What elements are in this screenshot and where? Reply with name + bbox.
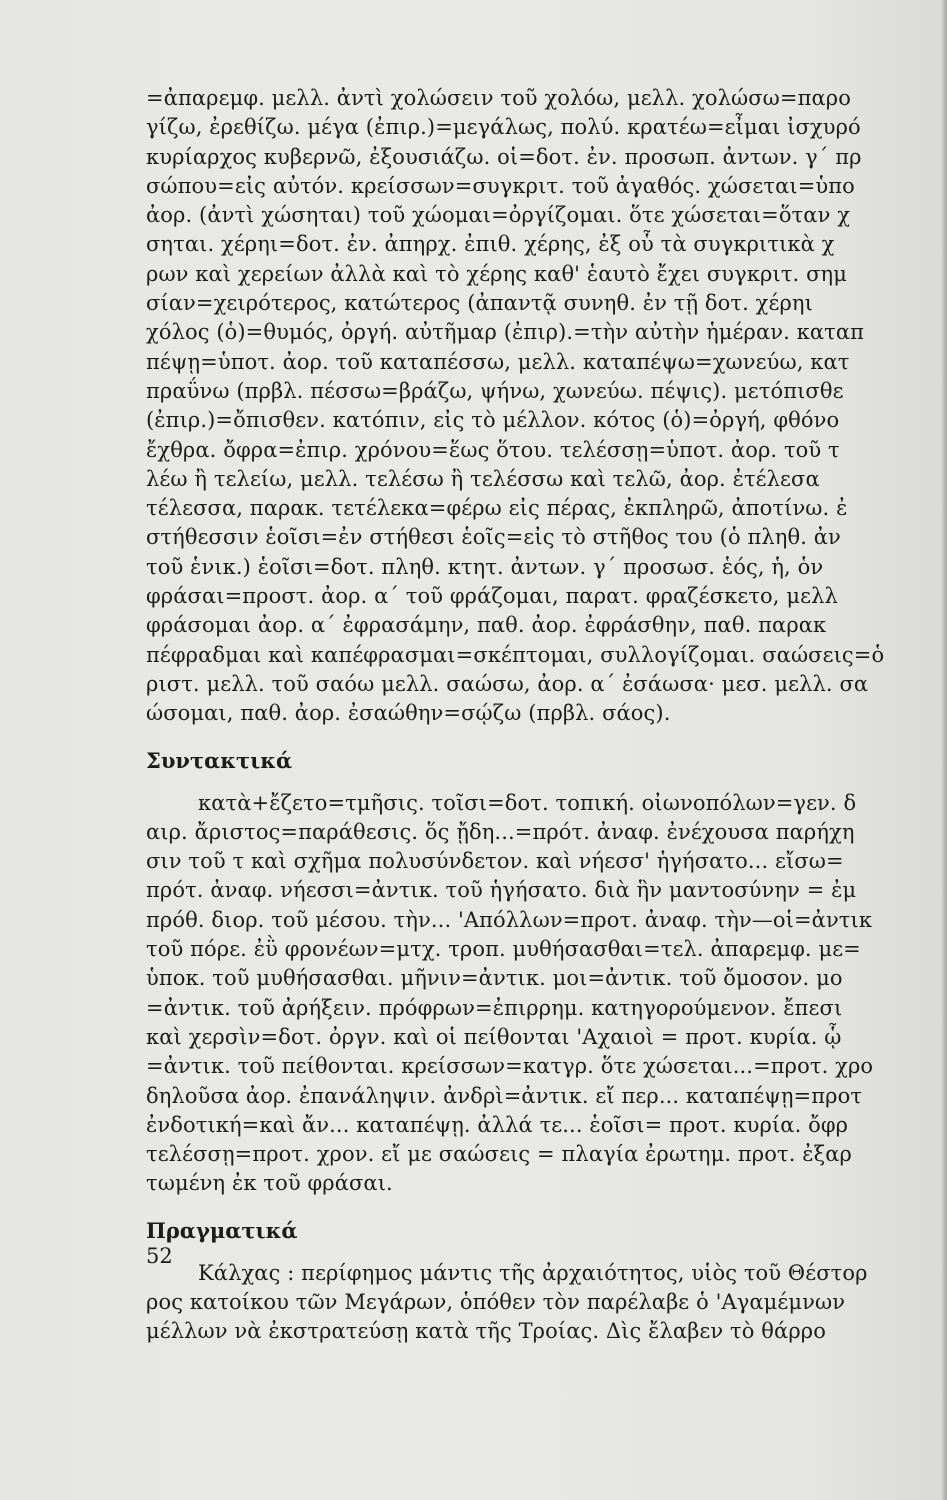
text-line: μέλλων νὰ ἐκστρατεύσῃ κατὰ τῆς Τροίας. Δὶς ἔλαβεν τὸ θάρρο	[146, 1319, 826, 1344]
text-line: δηλοῦσα ἀορ. ἐπανάληψιν. ἀνδρὶ=ἀντικ. εἴ περ... καταπέψῃ=προτ	[146, 1083, 863, 1108]
text-line: καὶ χερσὶν=δοτ. ὀργν. καὶ οἱ πείθονται 'Αχαιοὶ = προτ. κυρία. ᾧ	[146, 1024, 842, 1049]
text-line: στήθεσσιν ἑοῖσι=ἐν στήθεσι ἑοῖς=εἰς τὸ στῆθος του (ὁ πληθ. ἀν	[146, 525, 841, 550]
text-line: τέλεσσα, παρακ. τετέλεκα=φέρω εἰς πέρας, ἐκπληρῶ, ἀποτίνω. ἐ	[146, 496, 848, 521]
text-line: σώπου=εἰς αὐτόν. κρείσσων=συγκριτ. τοῦ ἀγαθός. χώσεται=ὑπο	[146, 173, 855, 198]
text-line: ρων καὶ χερείων ἀλλὰ καὶ τὸ χέρης καθ' ἑαυτὸ ἔχει συγκριτ. σημ	[146, 261, 847, 286]
text-line: Κάλχας : περίφημος μάντις τῆς ἀρχαιότητος, υἱὸς τοῦ Θέστορ	[198, 1260, 868, 1285]
text-line: ώσομαι, παθ. ἀορ. ἐσαώθην=σῴζω (πρβλ. σάος).	[146, 701, 671, 726]
text-line: πρόθ. διορ. τοῦ μέσου. τὴν... 'Απόλλων=προτ. ἀναφ. τὴν—οἱ=ἀντικ	[146, 907, 873, 932]
text-line: πραΰνω (πρβλ. πέσσω=βράζω, ψήνω, χωνεύω. πέψις). μετόπισθε	[146, 378, 844, 403]
text-line: τελέσσῃ=προτ. χρον. εἴ με σαώσεις = πλαγία ἐρωτημ. προτ. ἐξαρ	[146, 1142, 853, 1167]
syntax-block	[146, 789, 947, 1199]
text-line: τοῦ πόρε. ἐῢ φρονέων=μτχ. τροπ. μυθήσασθαι=τελ. ἀπαρεμφ. με=	[146, 937, 861, 962]
pragmatic-block	[146, 1259, 947, 1347]
text-line: γίζω, ἐρεθίζω. μέγα (ἐπιρ.)=μεγάλως, πολύ. κρατέω=εἶμαι ἰσχυρό	[146, 115, 861, 140]
text-column	[146, 84, 947, 1347]
text-line: κυρίαρχος κυβερνῶ, ἐξουσιάζω. οἱ=δοτ. ἐν. προσωπ. ἀντων. γ΄ πρ	[146, 144, 862, 169]
text-line: =ἀντικ. τοῦ ἀρήξειν. πρόφρων=ἐπιρρημ. κατηγορούμενον. ἔπεσι	[146, 995, 843, 1020]
text-line: σιν τοῦ τ καὶ σχῆμα πολυσύνδετον. καὶ νήεσσ' ἡγήσατο... εἴσω=	[146, 849, 844, 874]
text-line: =ἀντικ. τοῦ πείθονται. κρείσσων=κατγρ. ὅτε χώσεται...=προτ. χρο	[146, 1054, 874, 1079]
text-line: ὑποκ. τοῦ μυθήσασθαι. μῆνιν=ἀντικ. μοι=ἀντικ. τοῦ ὄμοσον. μο	[146, 966, 843, 991]
text-line: ἔχθρα. ὄφρα=ἐπιρ. χρόνου=ἕως ὅτου. τελέσσῃ=ὑποτ. ἀορ. τοῦ τ	[146, 437, 840, 462]
text-line: χόλος (ὁ)=θυμός, ὀργή. αὐτῆμαρ (ἐπιρ).=τὴν αὐτὴν ἡμέραν. καταπ	[146, 320, 865, 345]
text-line: ριστ. μελλ. τοῦ σαόω μελλ. σαώσω, ἀορ. α΄ ἐσάωσα· μεσ. μελλ. σα	[146, 671, 869, 696]
text-line: κατὰ+ἔζετο=τμῆσις. τοῖσι=δοτ. τοπική. οἰωνοπόλων=γεν. δ	[198, 790, 857, 815]
text-line: ρος κατοίκου τῶν Μεγάρων, ὁπόθεν τὸν παρέλαβε ὁ 'Αγαμέμνων	[146, 1289, 846, 1314]
section-heading-syntax: Συντακτικά	[146, 747, 293, 773]
text-line: φράσομαι ἀορ. α΄ ἐφρασάμην, παθ. ἀορ. ἐφράσθην, παθ. παρακ	[146, 613, 827, 638]
text-line: τωμένη ἐκ τοῦ φράσαι.	[146, 1171, 393, 1196]
text-line: σίαν=χειρότερος, κατώτερος (ἀπαντᾷ συνηθ. ἐν τῇ δοτ. χέρηι	[146, 291, 813, 316]
page-number: 52	[146, 1244, 173, 1268]
text-line: ἐνδοτική=καὶ ἄν... καταπέψῃ. ἀλλά τε... ἑοῖσι= προτ. κυρία. ὄφρ	[146, 1112, 849, 1137]
section-heading-pragmatic: Πραγματικά	[146, 1217, 298, 1243]
text-line: σηται. χέρηι=δοτ. ἐν. ἀπηρχ. ἐπιθ. χέρης, ἐξ οὗ τὰ συγκριτικὰ χ	[146, 232, 835, 257]
text-line: ἀορ. (ἀντὶ χώσηται) τοῦ χώομαι=ὀργίζομαι. ὅτε χώσεται=ὅταν χ	[146, 203, 851, 228]
glossary-block	[146, 84, 947, 729]
text-line: φράσαι=προστ. ἀορ. α΄ τοῦ φράζομαι, παρατ. φραζέσκετο, μελλ	[146, 584, 838, 609]
text-line: πέφραδμαι καὶ καπέφρασμαι=σκέπτομαι, συλλογίζομαι. σαώσεις=ὁ	[146, 642, 885, 667]
text-line: αιρ. ἄριστος=παράθεσις. ὅς ᾔδη...=πρότ. ἀναφ. ἐνέχουσα παρήχη	[146, 819, 855, 844]
page-edge-shadow	[941, 0, 947, 1500]
text-line: πρότ. ἀναφ. νήεσσι=ἀντικ. τοῦ ἡγήσατο. διὰ ἣν μαντοσύνην = ἐμ	[146, 878, 857, 903]
text-line: πέψῃ=ὑποτ. ἀορ. τοῦ καταπέσσω, μελλ. καταπέψω=χωνεύω, κατ	[146, 349, 850, 374]
text-line: λέω ἢ τελείω, μελλ. τελέσω ἢ τελέσσω καὶ τελῶ, ἀορ. ἐτέλεσα	[146, 466, 820, 491]
text-line: τοῦ ἑνικ.) ἑοῖσι=δοτ. πληθ. κτητ. ἀντων. γ΄ προσωσ. ἑός, ἡ, ὁν	[146, 554, 824, 579]
text-line: =ἀπαρεμφ. μελλ. ἀντὶ χολώσειν τοῦ χολόω, μελλ. χολώσω=παρο	[146, 86, 851, 110]
text-line: (ἐπιρ.)=ὄπισθεν. κατόπιν, εἰς τὸ μέλλον. κότος (ὁ)=ὀργή, φθόνο	[146, 408, 840, 433]
